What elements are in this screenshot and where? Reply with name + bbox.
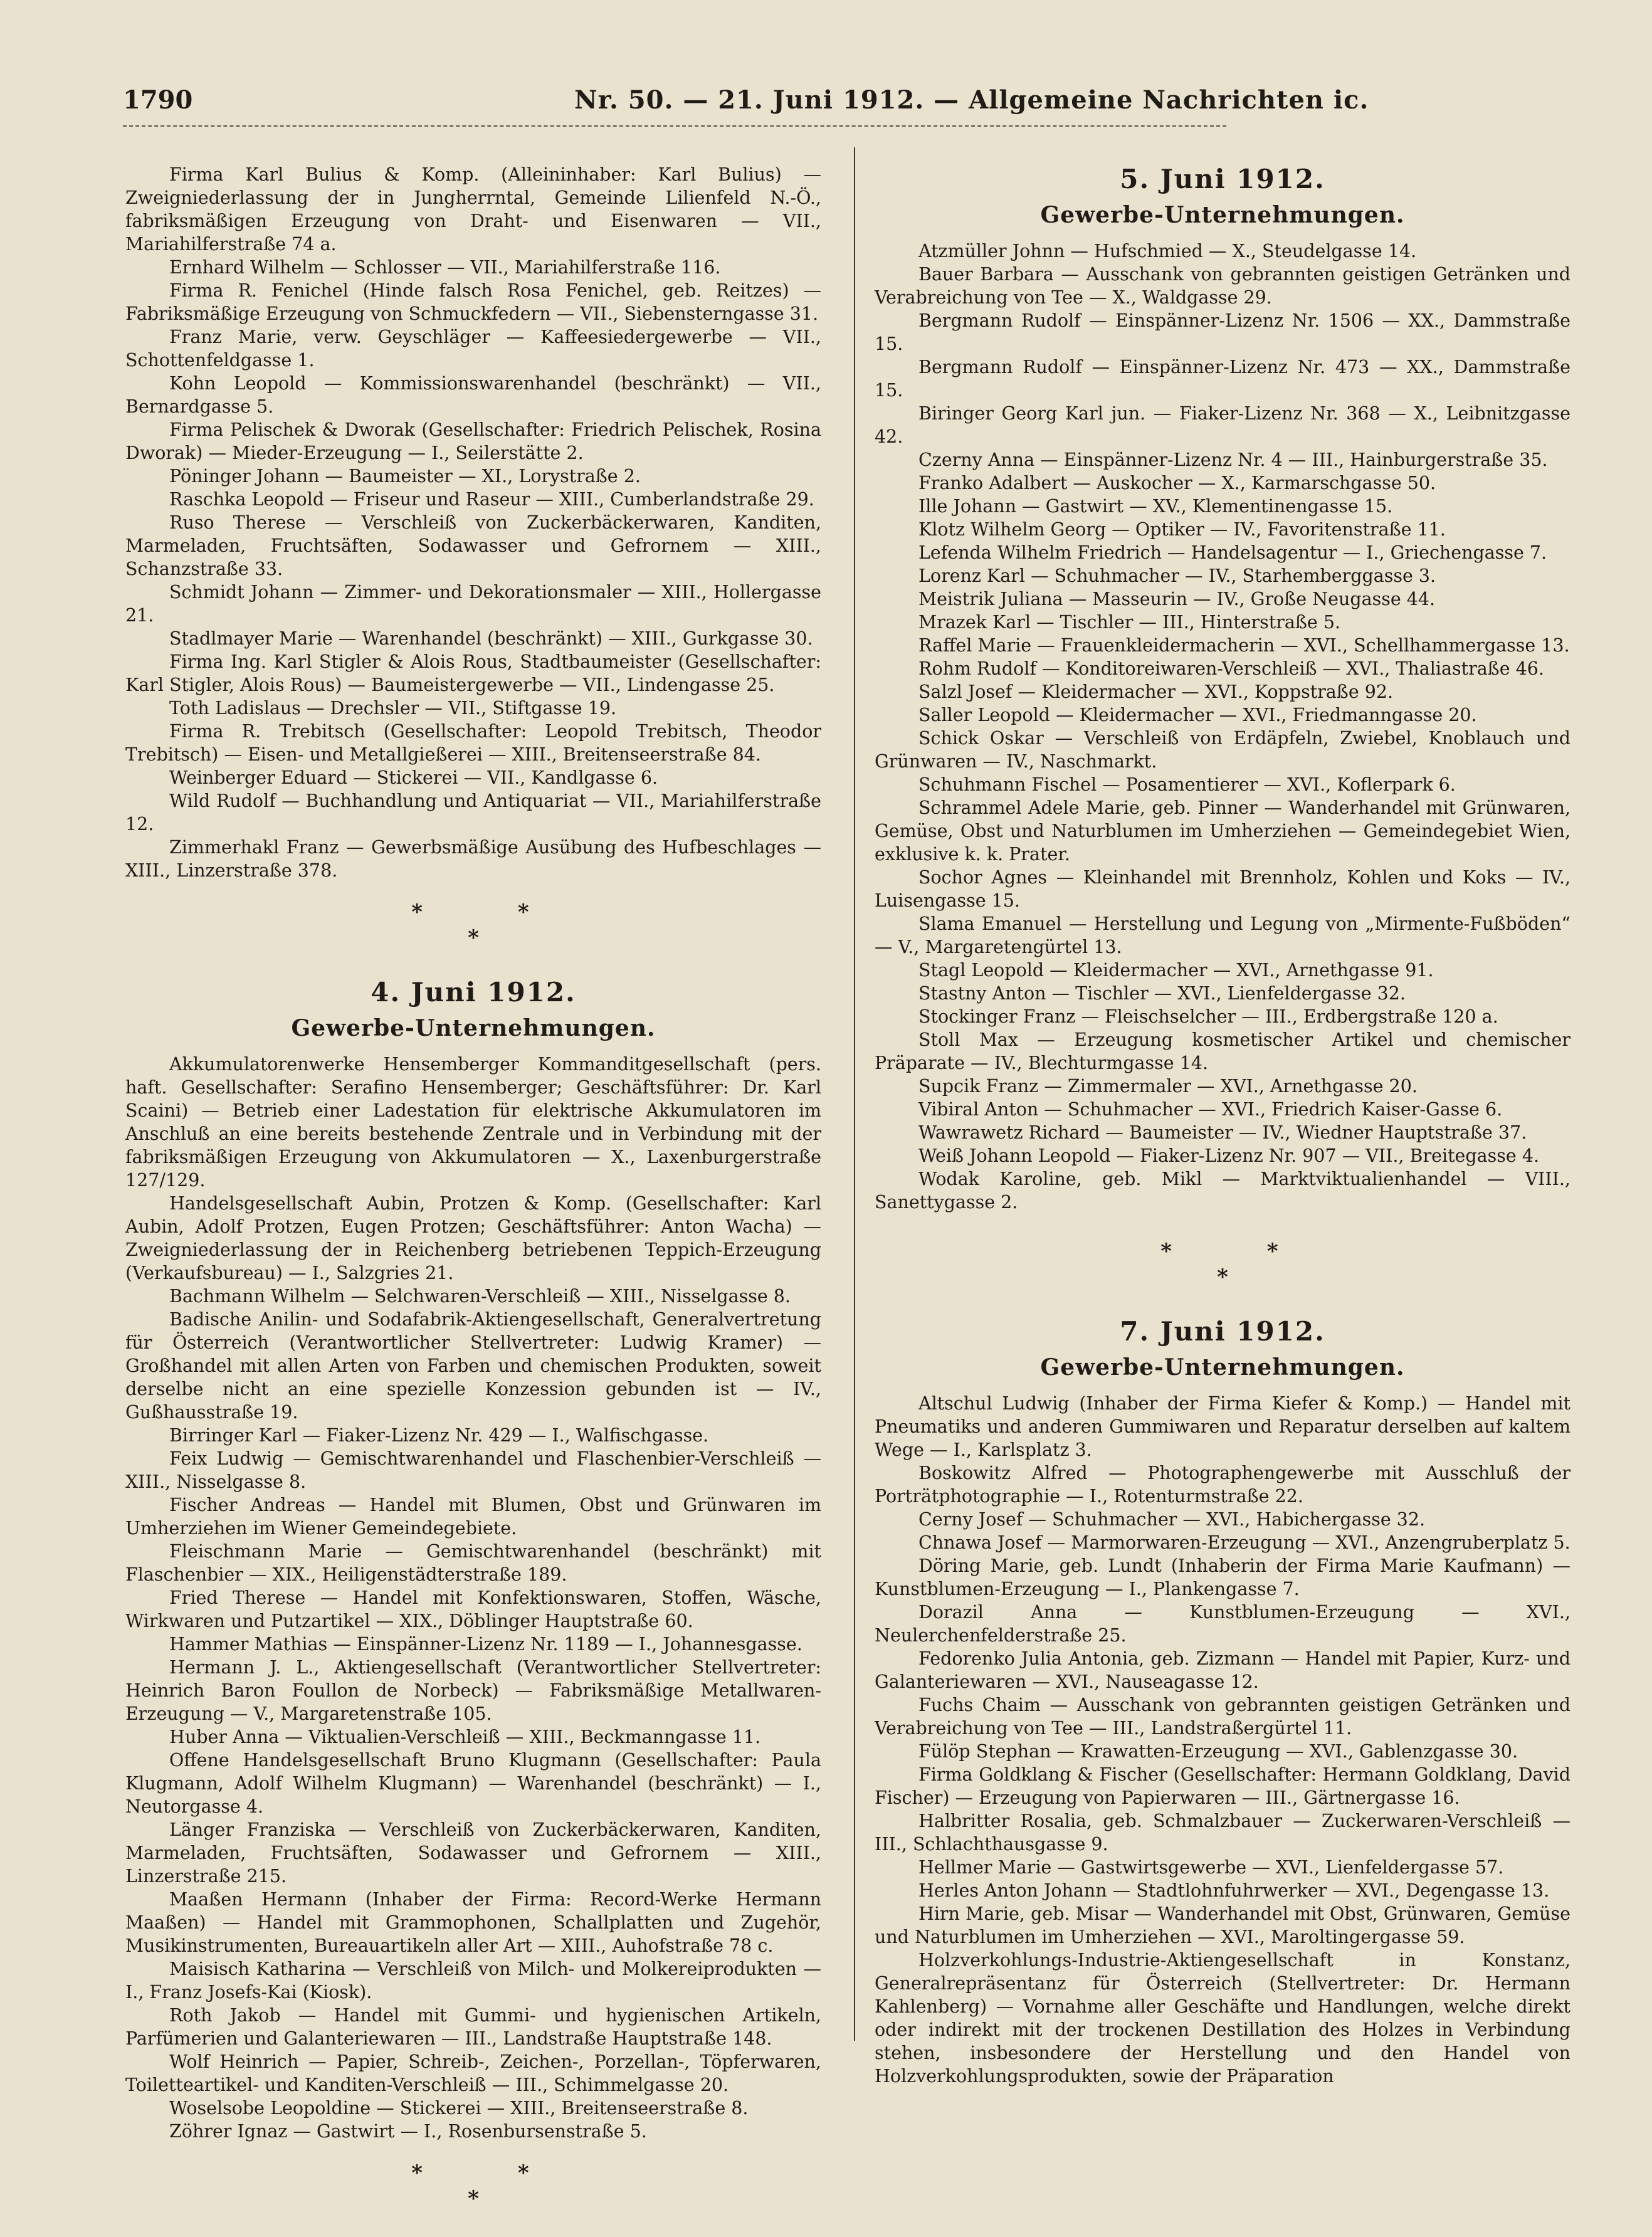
list-item: Fried Therese — Handel mit Konfektionswaren, Stoffen, Wäsche, Wirkwaren und Putzartikel — XIX., Döblinger Hauptstraße 60. (125, 1587, 821, 1631)
list-item: Pöninger Johann — Baumeister — XI., Lorystraße 2. (169, 466, 641, 487)
list-item: Schrammel Adele Marie, geb. Pinner — Wanderhandel mit Grünwaren, Gemüse, Obst und Naturblumen im Umherziehen — Gemeindegebiet Wien, exklusive k. k. Prater. (875, 797, 1570, 865)
list-item: Supcik Franz — Zimmermaler — XVI., Arnethgasse 20. (918, 1076, 1418, 1097)
list-item: Saller Leopold — Kleidermacher — XVI., Friedmanngasse 20. (918, 705, 1477, 725)
list-item: Firma Karl Bulius & Komp. (Alleininhaber: Karl Bulius) — Zweigniederlassung der in Jungherrntal, Gemeinde Lilienfeld N.-Ö., fabriksmäßigen Erzeugung von Draht- und Eisenwaren — VII., Mariahilferstraße 74 a. (125, 164, 821, 255)
list-item: Fedorenko Julia Antonia, geb. Zizmann — Handel mit Papier, Kurz- und Galanteriewaren — XVI., Nauseagasse 12. (875, 1648, 1570, 1692)
list-item: Lefenda Wilhelm Friedrich — Handelsagentur — I., Griechengasse 7. (918, 542, 1547, 563)
list-item: Birringer Karl — Fiaker-Lizenz Nr. 429 — I., Walfischgasse. (169, 1425, 709, 1446)
left-entries-list-2 (125, 1053, 821, 2143)
list-item: Firma Pelischek & Dworak (Gesellschafter: Friedrich Pelischek, Rosina Dworak) — Mieder-Erzeugung — I., Seilerstätte 2. (125, 419, 821, 463)
section-separator-stars: * * (1160, 1239, 1322, 1264)
list-item: Weinberger Eduard — Stickerei — VII., Kandlgasse 6. (169, 767, 658, 788)
right-entries-list-2 (875, 1392, 1570, 2088)
list-item: Vibiral Anton — Schuhmacher — XVI., Friedrich Kaiser-Gasse 6. (918, 1099, 1503, 1120)
section-date: 4. Juni 1912. (371, 977, 576, 1008)
list-item: Biringer Georg Karl jun. — Fiaker-Lizenz Nr. 368 — X., Leibnitzgasse 42. (875, 403, 1570, 447)
section-separator-stars: * * (411, 2161, 573, 2186)
list-item: Länger Franziska — Verschleiß von Zuckerbäckerwaren, Kanditen, Marmeladen, Fruchtsäften, Sodawasser und Gefrornem — XIII., Linzerstraße 215. (125, 1819, 821, 1887)
list-item: Atzmüller Johnn — Hufschmied — X., Steudelgasse 14. (918, 241, 1417, 261)
list-item: Ernhard Wilhelm — Schlosser — VII., Mariahilferstraße 116. (169, 257, 721, 278)
list-item: Boskowitz Alfred — Photographengewerbe mit Ausschluß der Porträtphotographie — I., Rotenturmstraße 22. (875, 1463, 1570, 1507)
list-item: Rohm Rudolf — Konditoreiwaren-Verschleiß — XVI., Thaliastraße 46. (918, 658, 1544, 679)
list-item: Akkumulatorenwerke Hensemberger Kommanditgesellschaft (pers. haft. Gesellschafter: Serafino Hensemberger; Geschäftsführer: Dr. Karl Scaini) — Betrieb einer Ladestation für elektrische Akkumulatoren im Anschluß an eine bereits bestehende Zentrale und in Verbindung mit der fabriksmäßigen Erzeugung von Akkumulatoren — X., Laxenburgerstraße 127/129. (125, 1054, 821, 1191)
right-entries-list (875, 239, 1570, 1214)
column-divider (854, 147, 855, 2041)
page-header (123, 82, 1584, 125)
list-item: Fischer Andreas — Handel mit Blumen, Obst und Grünwaren im Umherziehen im Wiener Gemeindegebiete. (125, 1495, 821, 1539)
list-item: Altschul Ludwig (Inhaber der Firma Kiefer & Komp.) — Handel mit Pneumatiks und anderen Gummiwaren und Reparatur derselben auf kaltem Wege — I., Karlsplatz 3. (875, 1393, 1570, 1460)
list-item: Cerny Josef — Schuhmacher — XVI., Habichergasse 32. (918, 1509, 1426, 1530)
section-date: 5. Juni 1912. (1120, 164, 1325, 194)
list-item: Hirn Marie, geb. Misar — Wanderhandel mit Obst, Grünwaren, Gemüse und Naturblumen im Umherziehen — XVI., Maroltingergasse 59. (875, 1903, 1570, 1947)
section-separator-star: * (468, 925, 479, 950)
list-item: Slama Emanuel — Herstellung und Legung von „Mirmente-Fußböden“ — V., Margaretengürtel 13. (875, 913, 1570, 957)
list-item: Stockinger Franz — Fleischselcher — III., Erdbergstraße 120 a. (918, 1006, 1498, 1027)
left-column (125, 163, 821, 2237)
list-item: Bachmann Wilhelm — Selchwaren-Verschleiß — XIII., Nisselgasse 8. (169, 1286, 791, 1307)
section-separator-star: * (468, 2186, 479, 2211)
list-item: Raffel Marie — Frauenkleidermacherin — XVI., Schellhammergasse 13. (918, 635, 1570, 656)
list-item: Schmidt Johann — Zimmer- und Dekorationsmaler — XIII., Hollergasse 21. (125, 582, 821, 626)
list-item: Maisisch Katharina — Verschleiß von Milch- und Molkereiprodukten — I., Franz Josefs-Kai (Kiosk). (125, 1959, 821, 2003)
list-item: Ruso Therese — Verschleiß von Zuckerbäckerwaren, Kanditen, Marmeladen, Fruchtsäften, Sodawasser und Gefrornem — XIII., Schanzstraße 33. (125, 512, 821, 579)
list-item: Handelsgesellschaft Aubin, Protzen & Komp. (Gesellschafter: Karl Aubin, Adolf Protzen, Eugen Protzen; Geschäftsführer: Anton Wacha) — Zweigniederlassung der in Reichenberg betriebenen Teppich-Erzeugung (Verkaufsbureau) — I., Salzgries 21. (125, 1193, 821, 1283)
list-item: Sochor Agnes — Kleinhandel mit Brennholz, Kohlen und Koks — IV., Luisengasse 15. (875, 867, 1570, 911)
section-date: 7. Juni 1912. (1120, 1316, 1325, 1347)
section-subtitle: Gewerbe-Unternehmungen. (1040, 202, 1405, 228)
list-item: Wodak Karoline, geb. Mikl — Marktviktualienhandel — VIII., Sanettygasse 2. (875, 1169, 1570, 1213)
list-item: Kohn Leopold — Kommissionswarenhandel (beschränkt) — VII., Bernardgasse 5. (125, 373, 821, 417)
list-item: Stadlmayer Marie — Warenhandel (beschränkt) — XIII., Gurkgasse 30. (169, 628, 813, 649)
list-item: Bergmann Rudolf — Einspänner-Lizenz Nr. 473 — XX., Dammstraße 15. (875, 357, 1570, 401)
list-item: Roth Jakob — Handel mit Gummi- und hygienischen Artikeln, Parfümerien und Galanteriewaren — III., Landstraße Hauptstraße 148. (125, 2005, 821, 2049)
list-item: Döring Marie, geb. Lundt (Inhaberin der Firma Marie Kaufmann) — Kunstblumen-Erzeugung — I., Plankengasse 7. (875, 1555, 1570, 1599)
list-item: Stoll Max — Erzeugung kosmetischer Artikel und chemischer Präparate — IV., Blechturmgasse 14. (875, 1029, 1570, 1073)
section-separator-star: * (1217, 1265, 1228, 1290)
list-item: Franko Adalbert — Auskocher — X., Karmarschgasse 50. (918, 473, 1436, 493)
list-item: Ille Johann — Gastwirt — XV., Klementinengasse 15. (918, 496, 1393, 517)
list-item: Wawrawetz Richard — Baumeister — IV., Wiedner Hauptstraße 37. (918, 1122, 1527, 1143)
list-item: Stagl Leopold — Kleidermacher — XVI., Arnethgasse 91. (918, 960, 1434, 981)
list-item: Wolf Heinrich — Papier, Schreib-, Zeichen-, Porzellan-, Töpferwaren, Toilettеartikel- und Kanditen-Verschleiß — III., Schimmelgasse 20. (125, 2051, 821, 2095)
list-item: Toth Ladislaus — Drechsler — VII., Stiftgasse 19. (169, 698, 617, 718)
section-separator-stars: * * (411, 900, 573, 925)
list-item: Czerny Anna — Einspänner-Lizenz Nr. 4 — III., Hainburgerstraße 35. (918, 450, 1548, 470)
list-item: Maaßen Hermann (Inhaber der Firma: Record-Werke Hermann Maaßen) — Handel mit Grammophonen, Schallplatten und Zugehör, Musikinstrumenten, Bureauartikeln aller Art — XIII., Auhofstraße 78 c. (125, 1889, 821, 1956)
list-item: Hammer Mathias — Einspänner-Lizenz Nr. 1189 — I., Johannesgasse. (169, 1634, 802, 1655)
list-item: Wild Rudolf — Buchhandlung und Antiquariat — VII., Mariahilferstraße 12. (125, 791, 821, 834)
list-item: Zöhrer Ignaz — Gastwirt — I., Rosenbursenstraße 5. (169, 2121, 647, 2142)
list-item: Firma Ing. Karl Stigler & Alois Rous, Stadtbaumeister (Gesellschafter: Karl Stigler, Alois Rous) — Baumeistergewerbe — VII., Lindengasse 25. (125, 651, 821, 695)
list-item: Bauer Barbara — Ausschank von gebrannten geistigen Getränken und Verabreichung von Tee — X., Waldgasse 29. (875, 264, 1570, 308)
list-item: Holzverkohlungs-Industrie-Aktiengesellschaft in Konstanz, Generalrepräsentanz für Österreich (Stellvertreter: Dr. Hermann Kahlenberg) — Vornahme aller Geschäfte und Handlungen, welche direkt oder indirekt mit der trockenen Destillation des Holzes in Verbindung stehen, insbesondere der Herstellung und den Handel von Holzverkohlungsprodukten, sowie der Präparation (875, 1950, 1570, 2087)
list-item: Hellmer Marie — Gastwirtsgewerbe — XVI., Lienfeldergasse 57. (918, 1857, 1504, 1878)
section-subtitle: Gewerbe-Unternehmungen. (291, 1015, 656, 1041)
list-item: Firma R. Fenichel (Hinde falsch Rosa Fenichel, geb. Reitzes) — Fabriksmäßige Erzeugung von Schmuckfedern — VII., Siebensterngasse 31. (125, 280, 821, 324)
list-item: Schick Oskar — Verschleiß von Erdäpfeln, Zwiebel, Knoblauch und Grünwaren — IV., Naschmarkt. (875, 728, 1570, 772)
list-item: Feix Ludwig — Gemischtwarenhandel und Flaschenbier-Verschleiß — XIII., Nisselgasse 8. (125, 1448, 821, 1492)
list-item: Meistrik Juliana — Masseurin — IV., Große Neugasse 44. (918, 589, 1436, 609)
list-item: Klotz Wilhelm Georg — Optiker — IV., Favoritenstraße 11. (918, 519, 1446, 540)
list-item: Firma R. Trebitsch (Gesellschafter: Leopold Trebitsch, Theodor Trebitsch) — Eisen- und Metallgießerei — XIII., Breitenseerstraße 84. (125, 721, 821, 765)
list-item: Schuhmann Fischel — Posamentierer — XVI., Koflerpark 6. (918, 774, 1456, 795)
section-subtitle: Gewerbe-Unternehmungen. (1040, 1354, 1405, 1381)
list-item: Huber Anna — Viktualien-Verschleiß — XIII., Beckmanngasse 11. (169, 1727, 761, 1747)
left-entries-list (125, 163, 821, 882)
right-column (875, 163, 1570, 2088)
page-title: Nr. 50. — 21. Juni 1912. — Allgemeine Nachrichten ic. (574, 85, 1369, 115)
page-number: 1790 (123, 85, 193, 115)
list-item: Bergmann Rudolf — Einspänner-Lizenz Nr. 1506 — XX., Dammstraße 15. (875, 310, 1570, 354)
list-item: Stastny Anton — Tischler — XVI., Lienfeldergasse 32. (918, 983, 1406, 1004)
list-item: Fleischmann Marie — Gemischtwarenhandel (beschränkt) mit Flaschenbier — XIX., Heiligenstädterstraße 189. (125, 1541, 821, 1585)
list-item: Fuchs Chaim — Ausschank von gebrannten geistigen Getränken und Verabreichung von Tee — III., Landstraßergürtel 11. (875, 1695, 1570, 1739)
list-item: Fülöp Stephan — Krawatten-Erzeugung — XVI., Gablenzgasse 30. (918, 1741, 1518, 1762)
list-item: Woselsobe Leopoldine — Stickerei — XIII., Breitenseerstraße 8. (169, 2098, 749, 2119)
list-item: Chnawa Josef — Marmorwaren-Erzeugung — XVI., Anzengruberplatz 5. (918, 1532, 1570, 1553)
list-item: Weiß Johann Leopold — Fiaker-Lizenz Nr. 907 — VII., Breitegasse 4. (918, 1145, 1540, 1166)
list-item: Halbritter Rosalia, geb. Schmalzbauer — Zuckerwaren-Verschleiß — III., Schlachthausgasse 9. (875, 1811, 1570, 1855)
list-item: Zimmerhakl Franz — Gewerbsmäßige Ausübung des Hufbeschlages — XIII., Linzerstraße 378. (125, 837, 821, 881)
list-item: Herles Anton Johann — Stadtlohnfuhrwerker — XVI., Degengasse 13. (918, 1880, 1550, 1901)
header-rule (123, 125, 1226, 127)
list-item: Franz Marie, verw. Geyschläger — Kaffeesiedergewerbe — VII., Schottenfeldgasse 1. (125, 327, 821, 371)
list-item: Dorazil Anna — Kunstblumen-Erzeugung — XVI., Neulerchenfelderstraße 25. (875, 1602, 1570, 1646)
list-item: Hermann J. L., Aktiengesellschaft (Verantwortlicher Stellvertreter: Heinrich Baron Foullon de Norbeck) — Fabriksmäßige Metallwaren-Erzeugung — V., Margaretenstraße 105. (125, 1657, 821, 1724)
list-item: Offene Handelsgesellschaft Bruno Klugmann (Gesellschafter: Paula Klugmann, Adolf Wilhelm Klugmann) — Warenhandel (beschränkt) — I., Neutorgasse 4. (125, 1750, 821, 1817)
list-item: Lorenz Karl — Schuhmacher — IV., Starhemberggasse 3. (918, 566, 1436, 586)
list-item: Raschka Leopold — Friseur und Raseur — XIII., Cumberlandstraße 29. (169, 489, 814, 510)
list-item: Badische Anilin- und Sodafabrik-Aktiengesellschaft, Generalvertretung für Österreich (Verantwortlicher Stellvertreter: Ludwig Kramer) — Großhandel mit allen Arten von Farben und chemischen Produkten, soweit derselbe nicht an eine spezielle Konzession gebunden ist — IV., Gußhausstraße 19. (125, 1309, 821, 1423)
list-item: Salzl Josef — Kleidermacher — XVI., Koppstraße 92. (918, 682, 1394, 702)
list-item: Firma Goldklang & Fischer (Gesellschafter: Hermann Goldklang, David Fischer) — Erzeugung von Papierwaren — III., Gärtnergasse 16. (875, 1764, 1570, 1808)
list-item: Mrazek Karl — Tischler — III., Hinterstraße 5. (918, 612, 1341, 633)
